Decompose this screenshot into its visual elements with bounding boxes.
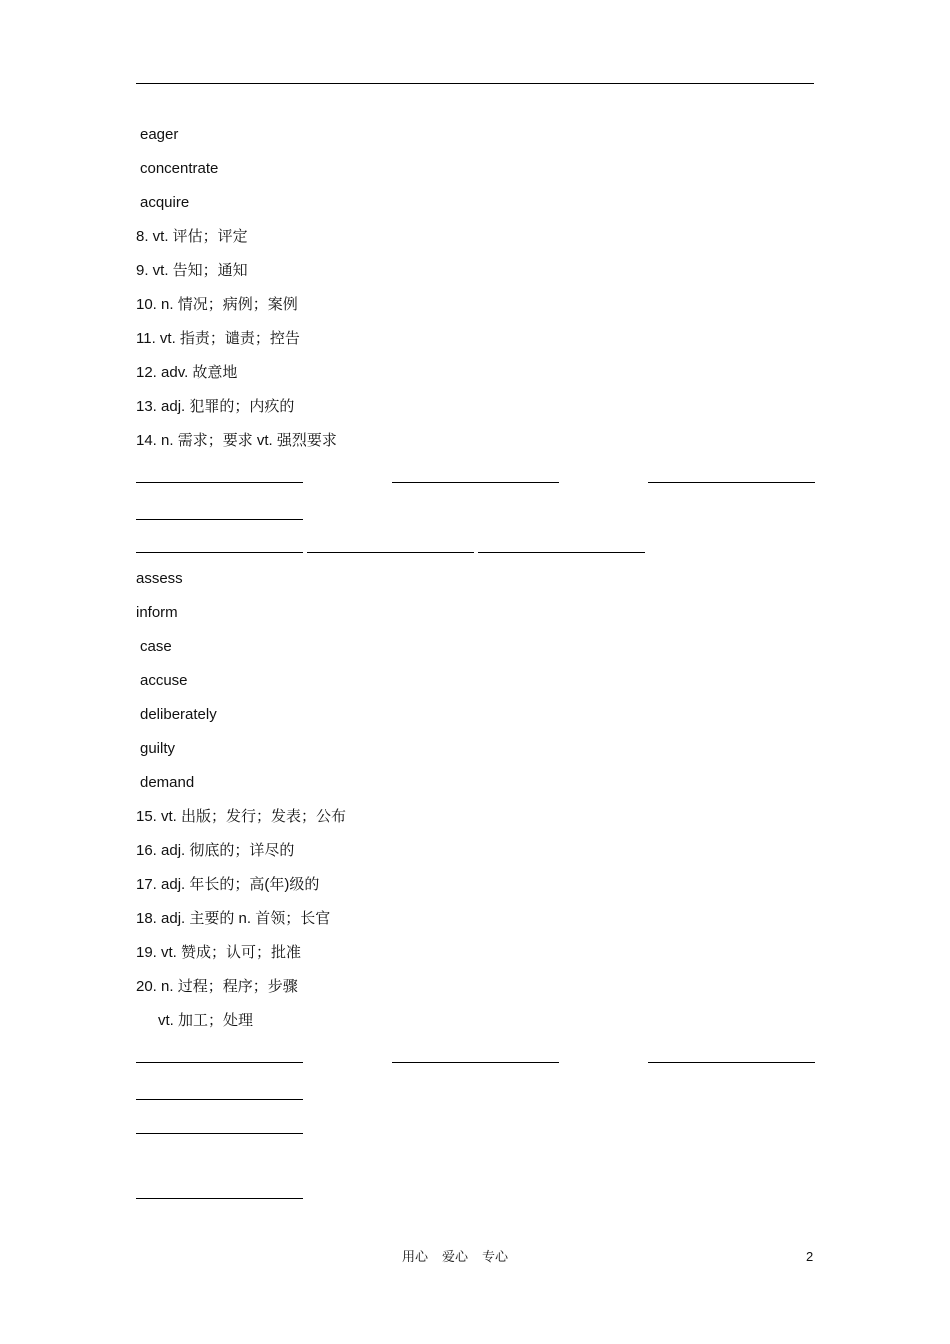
answer-blank[interactable] [136,1062,303,1063]
vocab-entry-20-verb: vt. 加工；处理 [158,1012,254,1029]
vocab-entry-12: 12. adv. 故意地 [136,364,238,381]
answer-case: case [140,638,172,655]
vocab-entry-13: 13. adj. 犯罪的；内疚的 [136,398,295,415]
footer-motto-3: 专心 [482,1249,509,1264]
answer-blank[interactable] [136,482,303,483]
footer-motto-1: 用心 [402,1249,429,1264]
vocab-entry-15: 15. vt. 出版；发行；发表；公布 [136,808,347,825]
vocab-entry-11: 11. vt. 指责；谴责；控告 [136,330,300,347]
answer-concentrate: concentrate [140,160,219,177]
vocab-entry-8: 8. vt. 评估；评定 [136,228,248,245]
vocab-entry-18: 18. adj. 主要的 n. 首领；长官 [136,910,331,927]
footer-motto-2: 爱心 [442,1249,469,1264]
answer-assess: assess [136,570,183,587]
vocab-entry-10: 10. n. 情况；病例；案例 [136,296,298,313]
answer-deliberately: deliberately [140,706,217,723]
vocab-entry-14: 14. n. 需求；要求 vt. 强烈要求 [136,432,337,449]
answer-accuse: accuse [140,672,188,689]
answer-blank[interactable] [136,1198,303,1199]
vocab-entry-9: 9. vt. 告知；通知 [136,262,248,279]
answer-blank[interactable] [136,519,303,520]
page-number: 2 [806,1249,814,1264]
answer-blank[interactable] [392,482,559,483]
answer-blank[interactable] [478,552,645,553]
answer-blank[interactable] [648,482,815,483]
answer-blank[interactable] [648,1062,815,1063]
answer-blank[interactable] [307,552,474,553]
header-rule [136,83,814,84]
vocab-entry-20: 20. n. 过程；程序；步骤 [136,978,298,995]
answer-blank[interactable] [392,1062,559,1063]
footer-motto [402,1248,522,1266]
answer-guilty: guilty [140,740,176,757]
vocab-entry-16: 16. adj. 彻底的；详尽的 [136,842,295,859]
answer-eager: eager [140,126,179,143]
answer-acquire: acquire [140,194,190,211]
answer-blank[interactable] [136,552,303,553]
vocab-entry-19: 19. vt. 赞成；认可；批准 [136,944,302,961]
answer-demand: demand [140,774,195,791]
answer-inform: inform [136,604,178,621]
vocab-entry-17: 17. adj. 年长的；高(年)级的 [136,876,320,893]
answer-blank[interactable] [136,1133,303,1134]
answer-blank[interactable] [136,1099,303,1100]
